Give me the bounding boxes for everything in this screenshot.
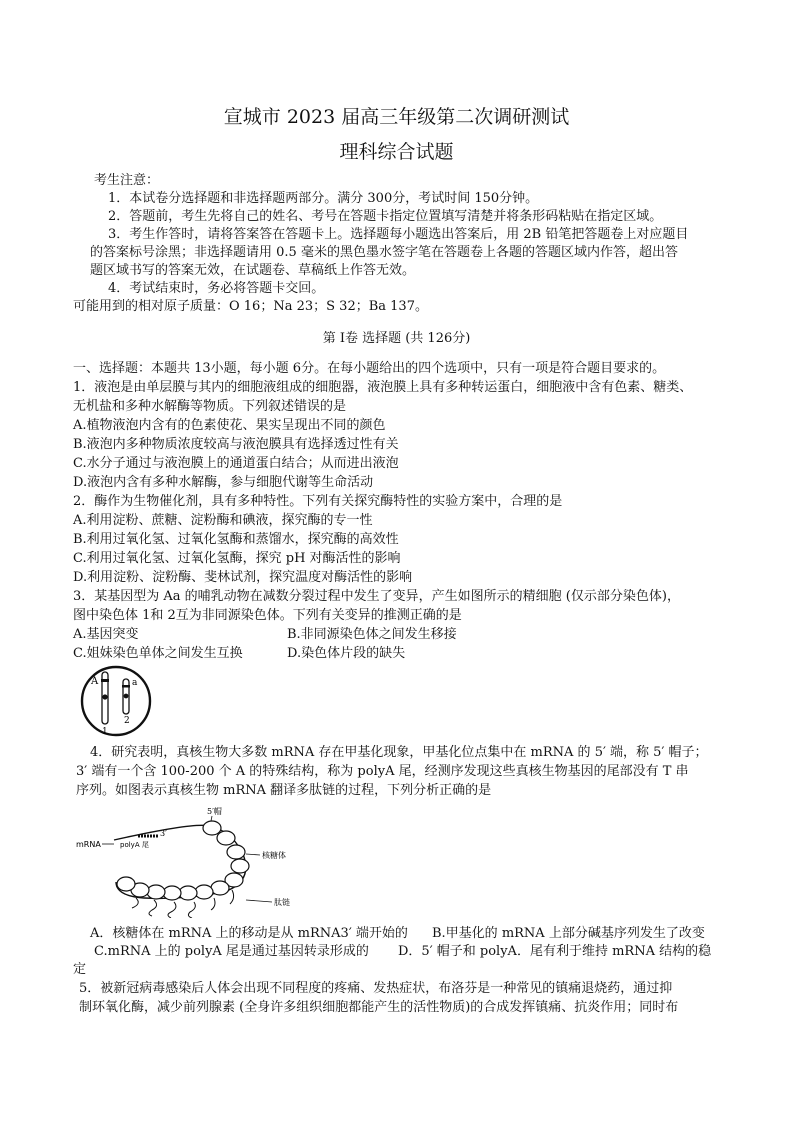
- q3-stem: 图中染色体 1和 2互为非同源染色体。下列有关变异的推测正确的是: [73, 608, 462, 623]
- q3-stem: 3．某基因型为 Aa 的哺乳动物在减数分裂过程中发生了变异，产生如图所示的精细胞 (仅示部分染色体)，: [73, 589, 680, 604]
- q4-option-a: A．核糖体在 mRNA 上的移动是从 mRNA3′ 端开始的: [90, 926, 408, 941]
- q2-option-b: B.利用过氧化氢、过氧化氢酶和蒸馏水，探究酶的高效性: [73, 532, 399, 547]
- q1-option-d: D.液泡内含有多种水解酶，参与细胞代谢等生命活动: [73, 475, 374, 490]
- q1-option-b: B.液泡内多种物质浓度较高与液泡膜具有选择透过性有关: [73, 437, 399, 452]
- cap-label: 5′帽: [207, 807, 222, 816]
- centromere-2: [124, 694, 129, 699]
- sperm-cell-figure: [74, 664, 160, 738]
- q4-option-d-cont: 定: [73, 962, 87, 977]
- q4-option-c: C.mRNA 上的 polyA 尾是通过基因转录形成的: [94, 944, 369, 959]
- label-1: 1: [102, 727, 108, 737]
- q4-stem: 序列。如图表示真核生物 mRNA 翻译多肽链的过程，下列分析正确的是: [76, 783, 492, 798]
- q1-option-a: A.植物液泡内含有的色素使花、果实呈现出不同的颜色: [73, 418, 386, 433]
- q5-stem: 制环氧化酶，减少前列腺素 (全身许多组织细胞都能产生的活性物质)的合成发挥镇痛、抗炎作用；同时布: [79, 1000, 679, 1015]
- notice-item: 4．考试结束时，务必将答题卡交回。: [108, 281, 325, 296]
- q2-option-c: C.利用过氧化氢、过氧化氢酶，探究 pH 对酶活性的影响: [73, 551, 401, 566]
- label-a: a: [132, 678, 138, 688]
- q4-option-b: B.甲基化的 mRNA 上部分碱基序列发生了改变: [432, 926, 705, 941]
- notice-heading: 考生注意：: [94, 173, 160, 188]
- notice-item: 2．答题前，考生先将自己的姓名、考号在答题卡指定位置填写清楚并将条形码粘贴在指定区域。: [108, 209, 663, 224]
- notice-item: 3．考生作答时，请将答案答在答题卡上。选择题每小题选出答案后，用 2B 铅笔把答题卷上对应题目: [108, 227, 689, 242]
- gene-locus-A: [101, 679, 109, 682]
- gene-locus-a: [122, 685, 130, 688]
- q3-option-a: A.基因突变: [73, 627, 139, 642]
- ribosome-chain: [117, 821, 249, 900]
- q2-stem: 2．酶作为生物催化剂，具有多种特性。下列有关探究酶特性的实验方案中，合理的是: [73, 494, 563, 509]
- q1-stem: 无机盐和多种水解酶等物质。下列叙述错误的是: [73, 399, 347, 414]
- q3-option-b: B.非同源染色体之间发生移接: [287, 627, 457, 642]
- three-prime-label: 3′: [160, 829, 167, 838]
- notice-item: 的答案标号涂黑；非选择题请用 0.5 毫米的黑色墨水签字笔在答题卷上各题的答题区域内作答，超出答: [90, 245, 678, 260]
- label-A: A: [91, 676, 99, 687]
- translation-figure: [74, 802, 314, 918]
- q3-option-d: D.染色体片段的缺失: [287, 646, 406, 661]
- q4-stem: 3′ 端有一个含 100-200 个 A 的特殊结构，称为 polyA 尾，经测序发现这些真核生物基因的尾部没有 T 串: [76, 764, 689, 779]
- notice-item: 题区域书写的答案无效，在试题卷、草稿纸上作答无效。: [90, 263, 416, 278]
- q3-option-c: C.姐妹染色单体之间发生互换: [73, 646, 243, 661]
- ribosome-label: 核糖体: [262, 851, 286, 860]
- q1-option-c: C.水分子通过与液泡膜上的通道蛋白结合；从而进出液泡: [73, 456, 399, 471]
- q2-option-d: D.利用淀粉、淀粉酶、斐林试剂，探究温度对酶活性的影响: [73, 570, 413, 585]
- section-title: 第 I卷 选择题 (共 126分): [322, 331, 471, 346]
- label-2: 2: [124, 716, 130, 726]
- peptide-label: 肽链: [274, 898, 290, 907]
- mrna-label: mRNA: [76, 840, 101, 849]
- q1-stem: 1．液泡是由单层膜与其内的细胞液组成的细胞器，液泡膜上具有多种转运蛋白，细胞液中含有色素、糖类、: [73, 380, 693, 395]
- polya-label: polyA 尾: [120, 841, 149, 849]
- atomic-mass-line: 可能用到的相对原子质量：O 16；Na 23；S 32；Ba 137。: [73, 299, 428, 314]
- exam-subtitle: 理科综合试题: [339, 141, 454, 163]
- centromere-1: [102, 694, 107, 699]
- exam-title: 宣城市 2023 届高三年级第二次调研测试: [223, 106, 570, 128]
- q2-option-a: A.利用淀粉、蔗糖、淀粉酶和碘液，探究酶的专一性: [73, 513, 373, 528]
- q5-stem: 5．被新冠病毒感染后人体会出现不同程度的疼痛、发热症状，布洛芬是一种常见的镇痛退烧药，通过抑: [79, 981, 673, 996]
- part-intro: 一、选择题：本题共 13小题，每小题 6分。在每小题给出的四个选项中，只有一项是符合题目要求的。: [73, 361, 666, 376]
- notice-item: 1．本试卷分选择题和非选择题两部分。满分 300分，考试时间 150分钟。: [108, 191, 539, 206]
- q4-option-d: D．5′ 帽子和 polyA．尾有利于维持 mRNA 结构的稳: [398, 944, 712, 959]
- q4-stem: 4．研究表明，真核生物大多数 mRNA 存在甲基化现象，甲基化位点集中在 mRNA 的 5′ 端，称 5′ 帽子；: [90, 745, 708, 760]
